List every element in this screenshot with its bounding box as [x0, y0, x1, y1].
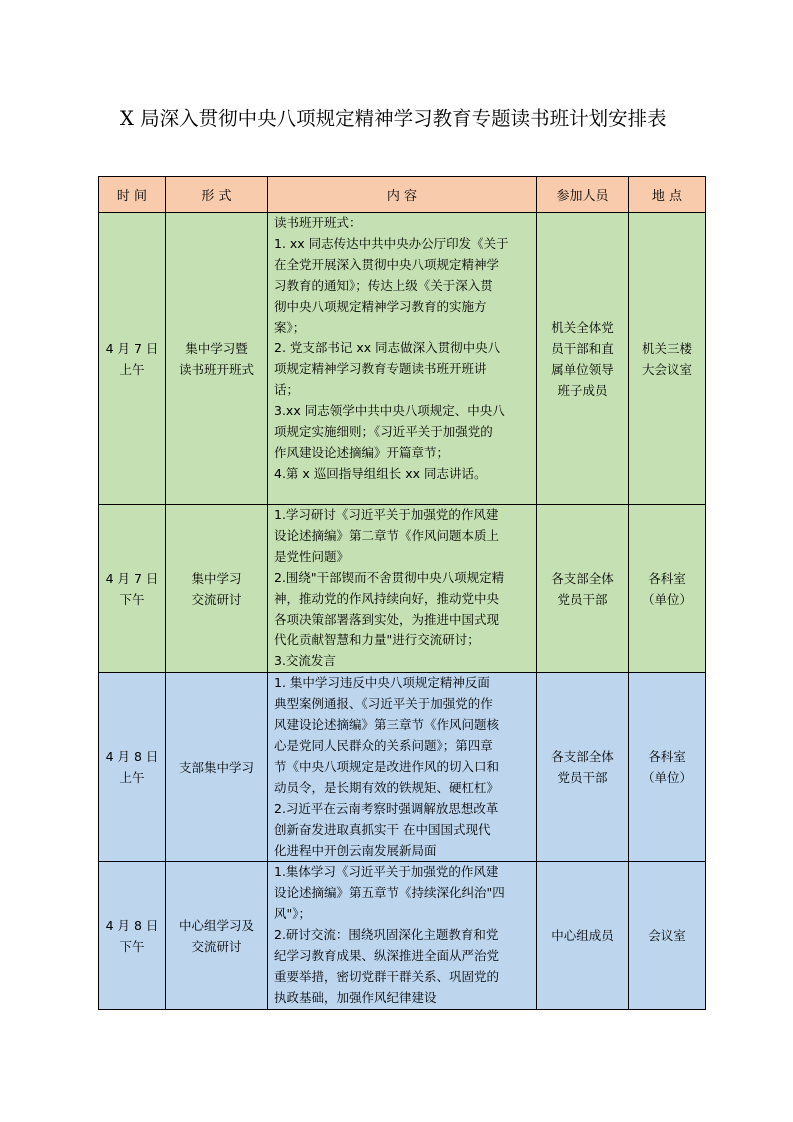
cell-form: 中心组学习及 交流研讨: [166, 862, 268, 1009]
content-line: 心是党同人民群众的关系问题》；第四章: [274, 737, 493, 753]
content-line: 创新奋发进取真抓实干 在中国国式现代: [274, 821, 491, 837]
content-line: 在全党开展深入贯彻中央八项规定精神学: [274, 256, 500, 272]
content-line: 1.学习研讨《习近平关于加强党的作风建: [274, 507, 499, 522]
cell-location: 各科室 （单位）: [629, 505, 706, 673]
content-line: 代化贡献智慧和力量"进行交流研讨；: [274, 632, 480, 648]
content-line: 彻中央八项规定精神学习教育的实施方: [274, 298, 487, 314]
content-line: 3.交流发言: [274, 653, 336, 669]
cell-content: [268, 505, 537, 673]
content-line: 习教育的通知》；传达上级《关于深入贯: [274, 277, 493, 293]
cell-location: 会议室: [629, 862, 706, 1009]
header-content: 内 容: [268, 177, 537, 213]
header-form: 形 式: [166, 177, 268, 213]
content-line: 2.研讨交流：围绕巩固深化主题教育和党: [274, 927, 499, 943]
content-line: 3.xx 同志领学中共中央八项规定、中央八: [274, 403, 505, 419]
content-line: 2.习近平在云南考察时强调解放思想改革: [274, 800, 499, 816]
header-location: 地 点: [629, 177, 706, 213]
cell-location: 各科室 （单位）: [629, 673, 706, 862]
table-row: [99, 213, 706, 505]
content-line: 读书班开班式：: [274, 215, 362, 230]
content-line: 重要举措，密切党群干群关系、巩固党的: [274, 968, 500, 984]
schedule-table: [98, 176, 706, 1010]
content-line: 作风建设论述摘编》开篇章节；: [274, 444, 450, 460]
cell-form: 支部集中学习: [166, 673, 268, 862]
content-line: 化进程中开创云南发展新局面: [274, 842, 437, 858]
cell-time: 4 月 7 日 下午: [99, 505, 166, 673]
document-title: X 局深入贯彻中央八项规定精神学习教育专题读书班计划安排表: [120, 107, 667, 130]
cell-participants: 各支部全体 党员干部: [537, 673, 629, 862]
header-participants: 参加人员: [537, 177, 629, 213]
content-line: 动员令，是长期有效的铁规矩、硬杠杠》: [274, 779, 500, 795]
cell-time: 4 月 7 日 上午: [99, 213, 166, 505]
content-line: 设论述摘编》第五章节《持续深化纠治"四: [274, 885, 505, 901]
cell-form: 集中学习暨 读书班开班式: [166, 213, 268, 505]
cell-content: [268, 213, 537, 505]
content-line: 是党性问题》: [274, 548, 350, 564]
content-line: 执政基础，加强作风纪律建设: [274, 989, 437, 1005]
content-line: 风建设论述摘编》第三章节《作风问题核: [274, 717, 500, 733]
content-line: 神，推动党的作风持续向好，推动党中央: [274, 590, 500, 606]
content-line: 风"》；: [274, 906, 311, 922]
header-time: 时 间: [99, 177, 166, 213]
table-row: [99, 862, 706, 1009]
content-line: 节《中央八项规定是改进作风的切入口和: [274, 758, 500, 774]
cell-participants: 机关全体党 员干部和直 属单位领导 班子成员: [537, 213, 629, 505]
content-line: 1. xx 同志传达中共中央办公厅印发《关于: [274, 235, 509, 251]
cell-content: [268, 862, 537, 1009]
cell-location: 机关三楼 大会议室: [629, 213, 706, 505]
table-row: [99, 673, 706, 862]
content-line: 1.集体学习《习近平关于加强党的作风建: [274, 864, 499, 880]
cell-form: 集中学习 交流研讨: [166, 505, 268, 673]
table-row: [99, 505, 706, 673]
cell-time: 4 月 8 日 下午: [99, 862, 166, 1009]
content-line: 项规定精神学习教育专题读书班开班讲: [274, 361, 487, 377]
content-line: 1. 集中学习违反中央八项规定精神反面: [274, 675, 490, 691]
cell-participants: 各支部全体 党员干部: [537, 505, 629, 673]
content-line: 4.第 x 巡回指导组组长 xx 同志讲话。: [274, 465, 487, 481]
content-line: 话；: [274, 382, 300, 398]
content-line: 典型案例通报、《习近平关于加强党的作: [274, 696, 493, 712]
table-header-row: [99, 177, 706, 213]
cell-content: [268, 673, 537, 862]
content-line: 案》；: [274, 319, 306, 335]
cell-time: 4 月 8 日 上午: [99, 673, 166, 862]
content-line: 项规定实施细则；《习近平关于加强党的: [274, 424, 493, 440]
content-line: 2.围绕"干部锲而不舍贯彻中央八项规定精: [274, 569, 505, 585]
cell-participants: 中心组成员: [537, 862, 629, 1009]
content-line: 设论述摘编》第二章节《作风问题本质上: [274, 527, 500, 543]
content-line: 2. 党支部书记 xx 同志做深入贯彻中央八: [274, 340, 501, 356]
content-line: 各项决策部署落到实处，为推进中国式现: [274, 611, 500, 627]
content-line: 纪学习教育成果、纵深推进全面从严治党: [274, 948, 500, 964]
